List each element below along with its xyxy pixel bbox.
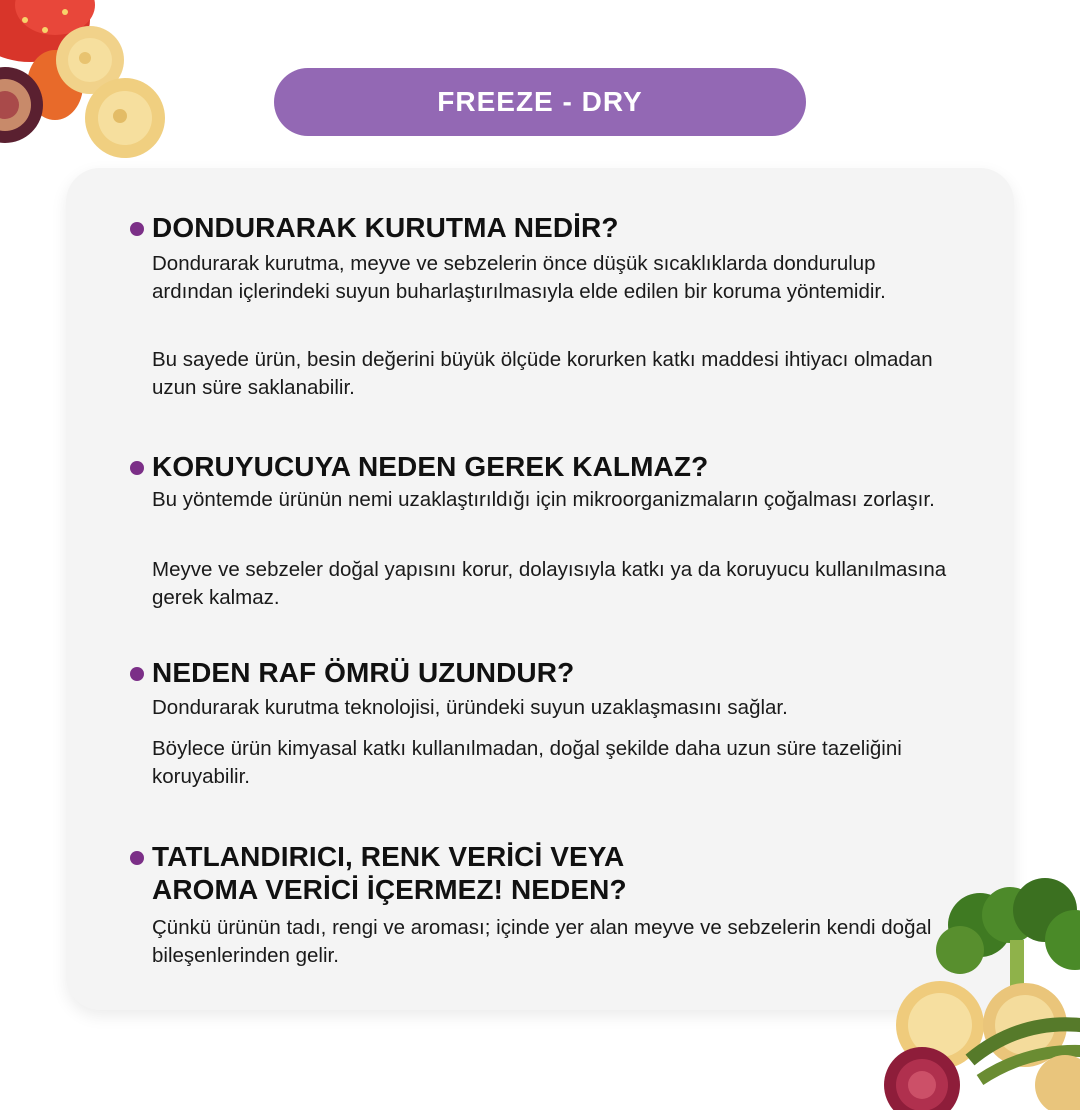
section-paragraph: Dondurarak kurutma, meyve ve sebzelerin önce düşük sıcaklıklarda dondurulup ardından içlerindeki suyun buharlaştırılmasıyla elde edilen bir koruma yöntemidir. <box>152 252 886 303</box>
bullet-dot <box>130 461 144 475</box>
section-paragraph: Meyve ve sebzeler doğal yapısını korur, dolayısıyla katkı ya da koruyucu kullanılmasına gerek kalmaz. <box>152 558 947 609</box>
section-heading: KORUYUCUYA NEDEN GEREK KALMAZ? <box>152 450 708 483</box>
section-paragraph: Bu sayede ürün, besin değerini büyük ölçüde korurken katkı maddesi ihtiyacı olmadan uzun süre saklanabilir. <box>152 348 933 399</box>
section-heading: DONDURARAK KURUTMA NEDİR? <box>152 211 619 244</box>
title-text: FREEZE - DRY <box>437 86 643 117</box>
section-paragraph: Böylece ürün kimyasal katkı kullanılmadan, doğal şekilde daha uzun süre tazeliğini koruyabilir. <box>152 737 902 788</box>
section-paragraph: Çünkü ürünün tadı, rengi ve aroması; içinde yer alan meyve ve sebzelerin kendi doğal bileşenlerinden gelir. <box>152 916 932 967</box>
bullet-dot <box>130 851 144 865</box>
dried-vegetable-cluster-image <box>860 860 1080 1110</box>
title-badge <box>274 68 806 136</box>
section-paragraph: Bu yöntemde ürünün nemi uzaklaştırıldığı için mikroorganizmaların çoğalması zorlaşır. <box>152 488 935 511</box>
section-heading: NEDEN RAF ÖMRÜ UZUNDUR? <box>152 656 574 689</box>
section-heading: TATLANDIRICI, RENK VERİCİ VEYA AROMA VERİCİ İÇERMEZ! NEDEN? <box>152 840 627 906</box>
section-paragraph: Dondurarak kurutma teknolojisi, üründeki suyun uzaklaşmasını sağlar. <box>152 696 788 719</box>
dried-fruit-cluster-image <box>0 0 190 190</box>
bullet-dot <box>130 667 144 681</box>
bullet-dot <box>130 222 144 236</box>
